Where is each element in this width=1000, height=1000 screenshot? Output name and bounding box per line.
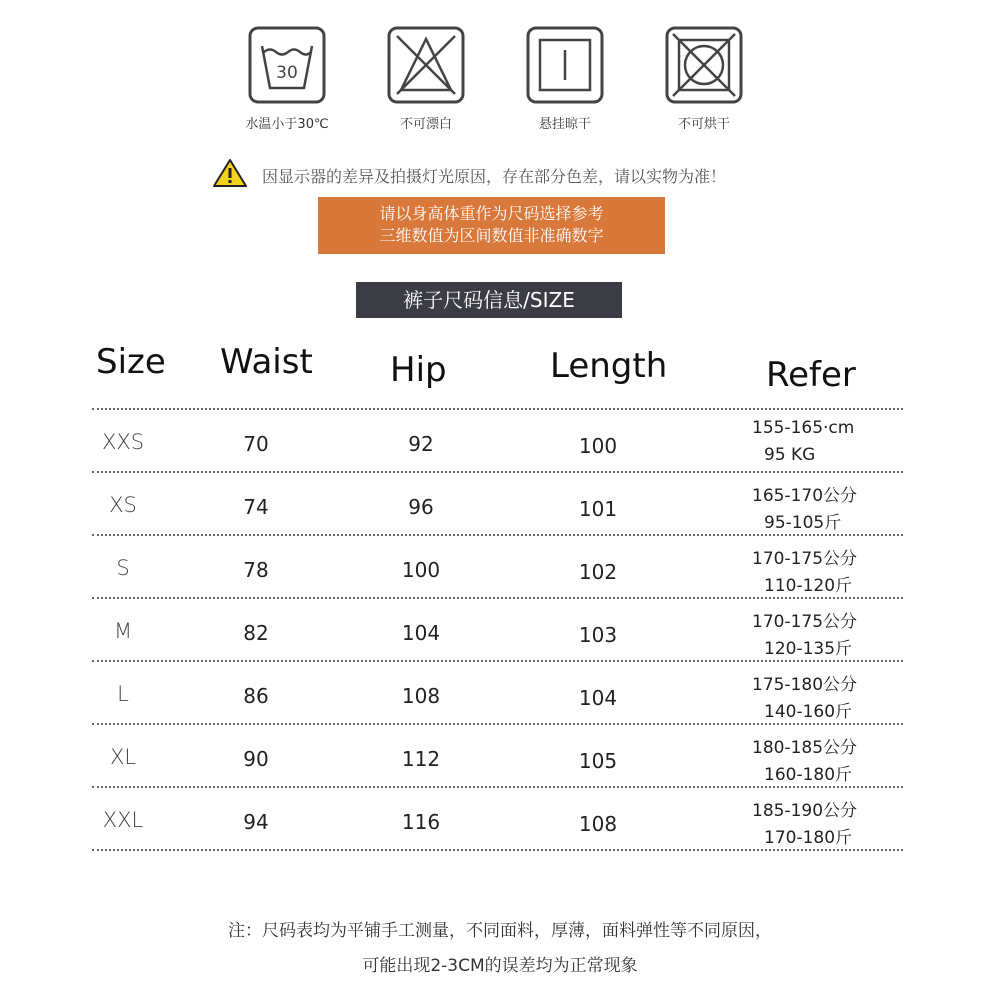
row-waist: 82 [243,621,269,645]
color-warning [212,158,772,190]
header-hip: Hip [390,350,447,390]
row-hip: 116 [401,810,441,834]
row-waist: 74 [243,495,269,519]
row-size: XXS [101,430,145,454]
footer-note-line-2: 可能出现2-3CM的误差均为正常现象 [362,956,638,976]
row-refer-height: 165-170公分 [752,486,858,506]
table-divider [92,786,903,788]
footer-note-line-1: 注：尺码表均为平铺手工测量，不同面料，厚薄，面料弹性等不同原因， [228,921,772,941]
row-length: 108 [578,812,618,836]
row-size: L [117,682,129,706]
row-hip: 112 [401,747,441,771]
care-item-bleach [376,26,476,132]
row-refer-weight: 95 KG [764,445,816,465]
wash-30-icon [248,26,326,104]
row-size: XL [109,745,137,769]
row-waist: 90 [243,747,269,771]
warning-text: 因显示器的差异及拍摄灯光原因，存在部分色差，请以实物为准！ [262,167,727,186]
row-refer-weight: 120-135斤 [764,639,853,659]
advice-line-2: 三维数值为区间数值非准确数字 [379,226,604,245]
row-refer-height: 170-175公分 [752,549,858,569]
warning-icon [212,158,248,188]
line-dry-icon [526,26,604,104]
no-bleach-icon [387,26,465,104]
row-hip: 92 [408,432,434,456]
table-divider [92,723,903,725]
row-length: 105 [578,749,618,773]
row-size: XXL [102,808,144,832]
row-refer-weight: 170-180斤 [764,828,853,848]
row-waist: 86 [243,684,269,708]
row-length: 101 [578,497,618,521]
care-instructions [0,26,1000,136]
table-divider [92,534,903,536]
table-divider [92,471,903,473]
row-waist: 94 [243,810,269,834]
care-label-dry: 悬挂晾干 [538,117,591,132]
care-item-dry [515,26,615,132]
care-label-bleach: 不可漂白 [399,117,452,132]
row-waist: 78 [243,558,269,582]
table-divider [92,597,903,599]
row-size: S [116,556,130,580]
row-hip: 108 [401,684,441,708]
care-item-wash [237,26,337,132]
wash-temperature: 30 [276,63,298,83]
header-size: Size [96,342,166,382]
care-label-tumble: 不可烘干 [677,117,730,132]
row-refer-height: 175-180公分 [752,675,858,695]
table-divider [92,660,903,662]
advice-line-1: 请以身高体重作为尺码选择参考 [379,204,604,223]
row-waist: 70 [243,432,269,456]
header-length: Length [550,346,668,386]
table-divider [92,408,903,410]
row-refer-weight: 140-160斤 [764,702,853,722]
size-table-title: 裤子尺码信息/SIZE [356,282,622,318]
row-refer-height: 170-175公分 [752,612,858,632]
size-advice-banner [318,197,665,254]
row-size: M [113,619,133,643]
table-divider [92,849,903,851]
row-length: 104 [578,686,618,710]
row-refer-weight: 95-105斤 [764,513,842,533]
row-length: 103 [578,623,618,647]
row-refer-weight: 110-120斤 [764,576,853,596]
no-tumble-dry-icon [665,26,743,104]
header-waist: Waist [220,342,313,382]
row-length: 102 [578,560,618,584]
row-refer-weight: 160-180斤 [764,765,853,785]
row-length: 100 [578,434,618,458]
row-refer-height: 180-185公分 [752,738,858,758]
row-size: XS [109,493,137,517]
row-hip: 96 [408,495,434,519]
row-refer-height: 185-190公分 [752,801,858,821]
header-refer: Refer [766,355,856,395]
row-hip: 100 [401,558,441,582]
row-hip: 104 [401,621,441,645]
care-item-tumble [654,26,754,132]
row-refer-height: 155-165·cm [752,418,855,438]
care-label-wash: 水温小于30℃ [245,117,329,132]
